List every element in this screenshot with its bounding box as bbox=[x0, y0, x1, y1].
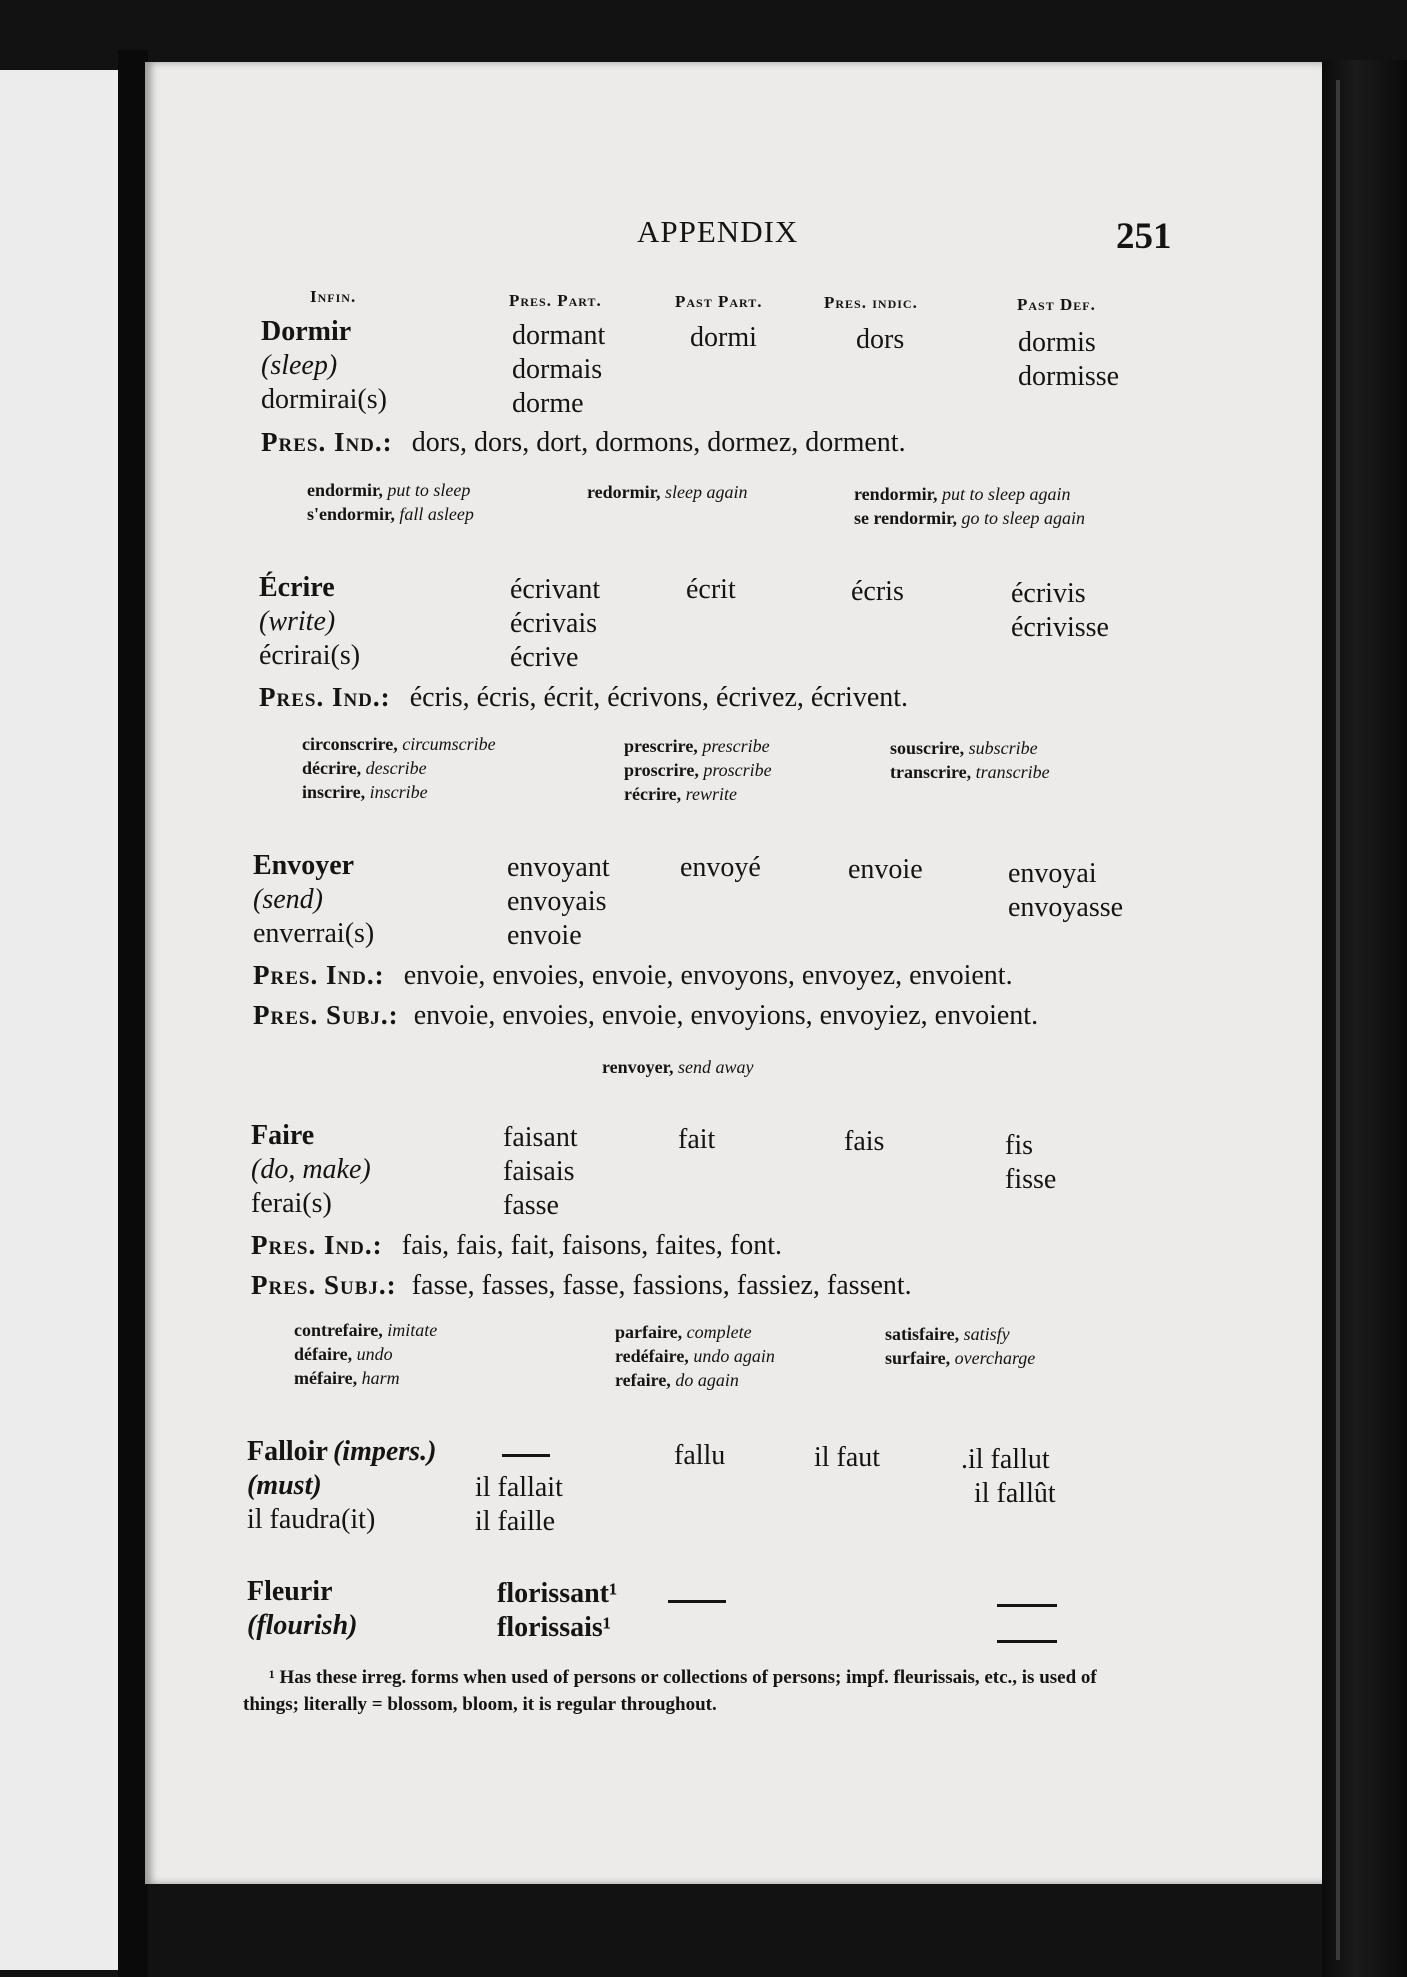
past-def-subj: dormisse bbox=[1018, 361, 1120, 392]
conjugation-line bbox=[251, 1230, 782, 1262]
pres-part: faisant bbox=[503, 1122, 578, 1153]
infinitive: Fleurir bbox=[247, 1576, 333, 1607]
future-stem: dormirai(s) bbox=[261, 384, 387, 415]
conjugation-line bbox=[251, 1270, 912, 1302]
past-def: écrivis bbox=[1011, 578, 1086, 609]
left-page-edge bbox=[0, 70, 118, 1970]
past-part: écrit bbox=[686, 574, 736, 605]
pres-indic: dors bbox=[856, 324, 905, 355]
running-head: APPENDIX bbox=[637, 214, 799, 249]
past-part-dash bbox=[668, 1600, 726, 1603]
imperfect: écrivais bbox=[510, 608, 598, 639]
col-past-part: Past Part. bbox=[675, 292, 763, 311]
subjunctive: écrive bbox=[510, 642, 579, 673]
compound: souscrire, subscribe bbox=[890, 738, 1038, 758]
conjugation-line bbox=[253, 960, 1013, 992]
tense-label: Pres. Ind.: bbox=[253, 960, 385, 990]
page-stack-edge bbox=[1322, 60, 1407, 1977]
infinitive: Faire bbox=[251, 1120, 315, 1151]
imperfect: florissais¹ bbox=[497, 1612, 612, 1643]
col-past-def: Past Def. bbox=[1017, 295, 1096, 314]
conjugation-forms: envoie, envoies, envoie, envoyions, envoyiez, envoient. bbox=[413, 1000, 1039, 1031]
tense-label: Pres. Ind.: bbox=[251, 1230, 383, 1260]
future-stem: enverrai(s) bbox=[253, 918, 375, 949]
pres-part: florissant¹ bbox=[497, 1578, 618, 1609]
book-gutter bbox=[118, 50, 148, 1977]
gloss: (do, make) bbox=[251, 1154, 371, 1185]
compound: endormir, put to sleep bbox=[307, 480, 471, 500]
pres-part: envoyant bbox=[507, 852, 610, 883]
past-part: fallu bbox=[674, 1440, 726, 1471]
conjugation-line bbox=[261, 427, 906, 459]
gloss: (send) bbox=[253, 884, 323, 915]
infinitive-note: (impers.) bbox=[332, 1436, 437, 1467]
compound: renvoyer, send away bbox=[602, 1057, 754, 1077]
past-def: .il fallut bbox=[961, 1444, 1050, 1475]
pres-part-dash bbox=[502, 1454, 550, 1457]
past-def: dormis bbox=[1018, 327, 1096, 358]
compound: inscrire, inscribe bbox=[302, 782, 428, 802]
compound: défaire, undo bbox=[294, 1344, 393, 1364]
compound: décrire, describe bbox=[302, 758, 427, 778]
compound: méfaire, harm bbox=[294, 1368, 400, 1388]
past-part: dormi bbox=[690, 322, 757, 353]
infinitive-line bbox=[247, 1436, 436, 1468]
compound: contrefaire, imitate bbox=[294, 1320, 438, 1340]
compound: prescrire, prescribe bbox=[624, 736, 770, 756]
past-def-subj: écrivisse bbox=[1011, 612, 1109, 643]
past-part: envoyé bbox=[680, 852, 761, 883]
compound: transcrire, transcribe bbox=[890, 762, 1050, 782]
past-part: fait bbox=[678, 1124, 716, 1155]
conjugation-forms: écris, écris, écrit, écrivons, écrivez, écrivent. bbox=[409, 682, 909, 713]
subjunctive: dorme bbox=[512, 388, 584, 419]
conjugation-line bbox=[259, 682, 908, 714]
conjugation-forms: fais, fais, fait, faisons, faites, font. bbox=[401, 1230, 782, 1261]
infinitive: Falloir bbox=[247, 1436, 328, 1467]
pres-indic: envoie bbox=[848, 854, 923, 885]
tense-label: Pres. Subj.: bbox=[251, 1270, 397, 1300]
pres-indic: il faut bbox=[814, 1442, 881, 1473]
gloss: (sleep) bbox=[261, 350, 338, 381]
footnote: ¹ Has these irreg. forms when used of persons or collections of persons; impf. fleurissais, etc., is used of things; literally = blossom, bloom, it is regular throughout. bbox=[243, 1667, 1097, 1715]
col-infin: Infin. bbox=[310, 287, 357, 306]
imperfect: envoyais bbox=[507, 886, 607, 917]
past-def: fis bbox=[1005, 1130, 1033, 1161]
future-stem: il faudra(it) bbox=[247, 1504, 376, 1535]
past-def-subj: fisse bbox=[1005, 1164, 1057, 1195]
compound: s'endormir, fall asleep bbox=[307, 504, 474, 524]
pres-indic: écris bbox=[851, 576, 904, 607]
pres-indic: fais bbox=[844, 1126, 885, 1157]
compound: circonscrire, circumscribe bbox=[302, 734, 496, 754]
compound: parfaire, complete bbox=[615, 1322, 752, 1342]
compound: satisfaire, satisfy bbox=[885, 1324, 1010, 1344]
conjugation-line bbox=[253, 1000, 1038, 1032]
infinitive: Dormir bbox=[261, 316, 352, 347]
compound: refaire, do again bbox=[615, 1370, 739, 1390]
imperfect: il fallait bbox=[475, 1472, 563, 1503]
col-pres-part: Pres. Part. bbox=[509, 291, 602, 310]
infinitive: Envoyer bbox=[253, 850, 355, 881]
page-stack-line bbox=[1336, 80, 1340, 1960]
page-number: 251 bbox=[1116, 216, 1172, 257]
past-def-subj: il fallût bbox=[974, 1478, 1056, 1509]
col-pres-indic: Pres. indic. bbox=[824, 293, 918, 312]
imperfect: dormais bbox=[512, 354, 603, 385]
tense-label: Pres. Ind.: bbox=[259, 682, 391, 712]
future-stem: écrirai(s) bbox=[259, 640, 361, 671]
conjugation-forms: envoie, envoies, envoie, envoyons, envoyez, envoient. bbox=[403, 960, 1013, 991]
subjunctive: fasse bbox=[503, 1190, 559, 1221]
pres-part: écrivant bbox=[510, 574, 601, 605]
subjunctive: il faille bbox=[475, 1506, 556, 1537]
pres-part: dormant bbox=[512, 320, 606, 351]
conjugation-forms: dors, dors, dort, dormons, dormez, dorment. bbox=[411, 427, 906, 458]
conjugation-forms: fasse, fasses, fasse, fassions, fassiez, fassent. bbox=[411, 1270, 912, 1301]
future-stem: ferai(s) bbox=[251, 1188, 332, 1219]
past-def-subj-dash bbox=[997, 1640, 1057, 1643]
gloss: (flourish) bbox=[247, 1610, 358, 1641]
infinitive: Écrire bbox=[259, 572, 335, 603]
tense-label: Pres. Subj.: bbox=[253, 1000, 399, 1030]
tense-label: Pres. Ind.: bbox=[261, 427, 393, 457]
compound: redéfaire, undo again bbox=[615, 1346, 775, 1366]
gloss: (write) bbox=[259, 606, 336, 637]
past-def: envoyai bbox=[1008, 858, 1097, 889]
compound: surfaire, overcharge bbox=[885, 1348, 1036, 1368]
past-def-subj: envoyasse bbox=[1008, 892, 1124, 923]
gloss: (must) bbox=[247, 1470, 322, 1501]
compound: proscrire, proscribe bbox=[624, 760, 772, 780]
subjunctive: envoie bbox=[507, 920, 582, 951]
book-page bbox=[145, 62, 1322, 1884]
compound: récrire, rewrite bbox=[624, 784, 737, 804]
compound: redormir, sleep again bbox=[587, 482, 748, 502]
compound: rendormir, put to sleep again bbox=[854, 484, 1071, 504]
compound: se rendormir, go to sleep again bbox=[854, 508, 1085, 528]
past-def-dash bbox=[997, 1604, 1057, 1607]
imperfect: faisais bbox=[503, 1156, 575, 1187]
